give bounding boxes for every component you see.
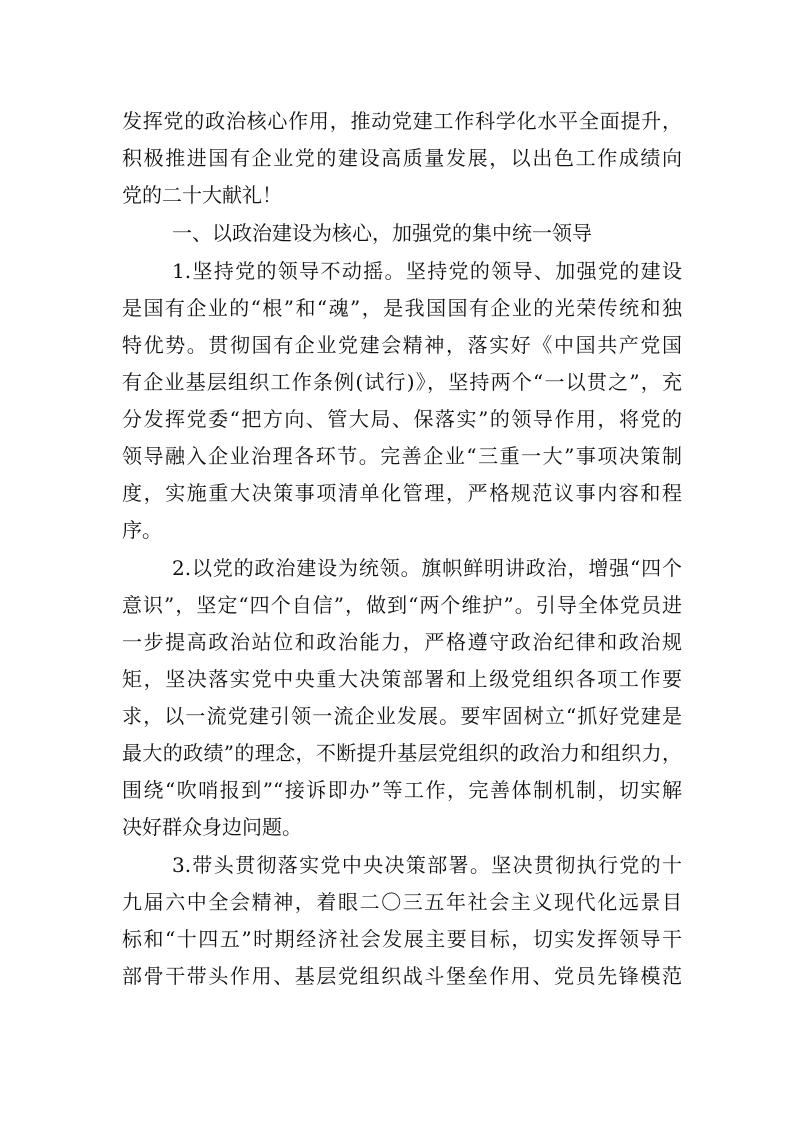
- document-page: [122, 103, 682, 996]
- text-line: 标和“十四五”时期经济社会发展主要目标，切实发挥领导干: [122, 927, 682, 951]
- paragraph: [122, 847, 682, 995]
- text-line: 围绕“吹哨报到”“接诉即办”等工作，完善体制机制，切实解: [122, 778, 682, 802]
- text-line: 决好群众身边问题。: [122, 815, 302, 839]
- paragraph: [122, 253, 682, 549]
- text-line: 矩，坚决落实党中央重大决策部署和上级党组织各项工作要: [122, 667, 682, 691]
- text-line: 3.带头贯彻落实党中央决策部署。坚决贯彻执行党的十: [172, 853, 682, 877]
- text-line: 序。: [122, 518, 162, 542]
- text-line: 最大的政绩”的理念，不断提升基层党组织的政治力和组织力，: [122, 741, 682, 765]
- paragraph: [122, 103, 682, 214]
- text-line: 发挥党的政治核心作用，推动党建工作科学化水平全面提升，: [122, 109, 682, 133]
- section-heading: [122, 215, 682, 252]
- text-line: 有企业基层组织工作条例(试行)》，坚持两个“一以贯之”，充: [122, 370, 682, 394]
- text-line: 领导融入企业治理各环节。完善企业“三重一大”事项决策制: [122, 444, 682, 468]
- text-line: 意识”，坚定“四个自信”，做到“两个维护”。引导全体党员进: [122, 593, 682, 617]
- text-line: 2.以党的政治建设为统领。旗帜鲜明讲政治，增强“四个: [172, 556, 682, 580]
- text-line: 党的二十大献礼！: [122, 183, 282, 207]
- text-line: 求，以一流党建引领一流企业发展。要牢固树立“抓好党建是: [122, 704, 682, 728]
- text-line: 一步提高政治站位和政治能力，严格遵守政治纪律和政治规: [122, 630, 682, 654]
- text-line: 特优势。贯彻国有企业党建会精神，落实好《中国共产党国: [122, 333, 682, 357]
- text-line: 一、以政治建设为核心，加强党的集中统一领导: [172, 221, 592, 245]
- paragraph: [122, 550, 682, 846]
- text-line: 部骨干带头作用、基层党组织战斗堡垒作用、党员先锋模范: [122, 964, 682, 988]
- text-line: 九届六中全会精神，着眼二〇三五年社会主义现代化远景目: [122, 890, 682, 914]
- text-line: 分发挥党委“把方向、管大局、保落实”的领导作用，将党的: [122, 407, 682, 431]
- text-line: 积极推进国有企业党的建设高质量发展，以出色工作成绩向: [122, 146, 682, 170]
- text-line: 度，实施重大决策事项清单化管理，严格规范议事内容和程: [122, 481, 682, 505]
- text-line: 1.坚持党的领导不动摇。坚持党的领导、加强党的建设: [172, 259, 682, 283]
- text-line: 是国有企业的“根”和“魂”，是我国国有企业的光荣传统和独: [122, 296, 682, 320]
